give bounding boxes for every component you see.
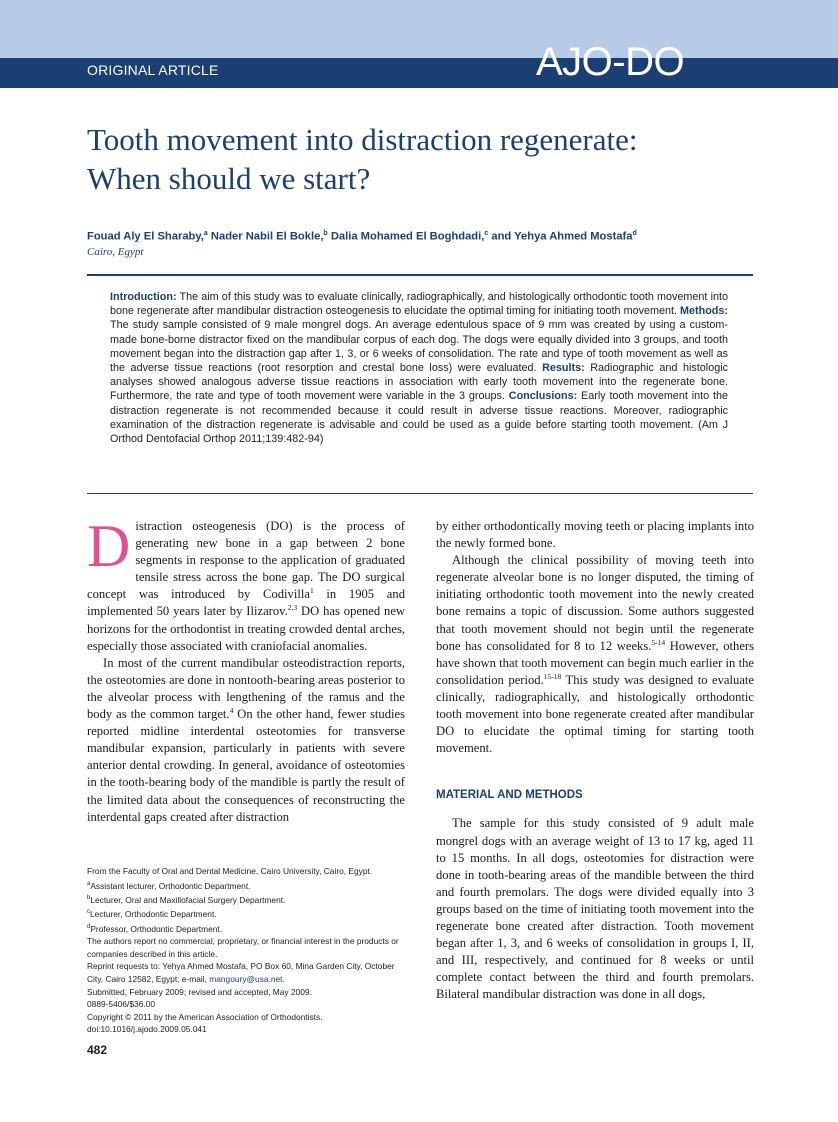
body-paragraph: The sample for this study consisted of 9 adult male mongrel dogs with an average weight of 13 to 17 kg, aged 11 to 15 months. In all dogs, osteotomies for distraction were done in tooth-bearing areas of the mandible between the third and fourth premolars. The dogs were divided equally into 3 groups based on the time of initiating tooth movement into the regenerate bone created after distraction. Tooth movement began after 1, 3, and 6 weeks of consolidation in groups I, II, and III, respectively, and continued for 8 weeks or until complete contact between the third and fourth premolars. Bilateral mandibular distraction was done in all dogs, bbox=[436, 816, 754, 1002]
section-heading-methods: MATERIAL AND METHODS bbox=[436, 789, 583, 802]
footnote-text: Lecturer, Orthodontic Department. bbox=[90, 909, 217, 920]
footnote-marker: c bbox=[87, 909, 90, 916]
paragraph-text: in 1905 and implemented 50 years later by Ilizarov. bbox=[87, 587, 405, 619]
abstract-methods-text: The study sample consisted of 9 male mongrel dogs. An average edentulous space of 9 mm was created by using a custom-made bone-borne distractor fixed on the mandibular corpus of each dog. The dogs were equally divided into 3 groups, and tooth movement began into the distraction gap after 1, 3, or 6 weeks of consolidation. The rate and type of tooth movement as well as the adverse tissue reactions (root resorption and crestal bone loss) were evaluated. bbox=[110, 319, 728, 375]
abstract-results-label: Results: bbox=[542, 362, 585, 375]
drop-cap: D bbox=[87, 513, 131, 579]
footnote-disclosure: The authors report no commercial, proprietary, or financial interest in the products or companies described in this article. bbox=[87, 936, 399, 959]
abstract-introduction-text: The aim of this study was to evaluate clinically, radiographically, and histologically orthodontic tooth movement into bone regenerate after mandibular distraction osteogenesis to elucidate the optimal timing for initiating tooth movement. bbox=[110, 291, 728, 318]
paragraph-text: In most of the current mandibular osteodistraction reports, the osteotomies are done in nontooth-bearing areas posterior to the alveolar process with lengthening of the ramus and the body as the common target. bbox=[87, 655, 405, 722]
footnote-c bbox=[87, 906, 407, 920]
citation: 1 bbox=[309, 586, 314, 596]
footnotes bbox=[87, 865, 407, 1036]
body-column-left bbox=[87, 513, 406, 826]
journal-logo: AJO-DO bbox=[536, 40, 685, 84]
author-affil-marker: d bbox=[632, 230, 637, 237]
page-number: 482 bbox=[87, 1043, 108, 1057]
footnote-a bbox=[87, 878, 407, 892]
footnote-text: Reprint requests to: Yehya Ahmed Mostafa, PO Box 60, Mina Garden City, October City, Cairo 12582, Egypt; e-mail, bbox=[87, 961, 395, 984]
paragraph-text: On the other hand, fewer studies reported midline interdental osteotomies for transverse mandibular expansion, particularly in patients with severe anterior dental crowding. In general, avoidance of osteotomies in the tooth-bearing body of the mandible is partly the result of the limited data about the consequences of reconstructing the interdental gaps created after distraction bbox=[87, 707, 405, 824]
footnote-submitted: Submitted, February 2009; revised and accepted, May 2009. bbox=[87, 986, 312, 997]
footnote-d bbox=[87, 921, 407, 935]
author-affil-marker: a bbox=[203, 230, 208, 237]
footnote-text: Lecturer, Oral and Maxillofacial Surgery Department. bbox=[90, 894, 286, 905]
title-line-1: Tooth movement into distraction regenerate: bbox=[87, 122, 638, 157]
author-list bbox=[87, 230, 787, 243]
paragraph-text: This study was designed to evaluate clinically, radiographically, and histologically orthodontic tooth movement into bone regenerate created after mandibular DO to elucidate the optimal timing for starting tooth movement. bbox=[436, 672, 754, 756]
author-name: Fouad Aly El Sharaby, bbox=[87, 230, 204, 243]
footnote-text: . bbox=[282, 973, 285, 984]
footnote-marker: a bbox=[87, 880, 91, 887]
divider-top bbox=[87, 274, 753, 276]
footnote-copyright: Copyright © 2011 by the American Association of Orthodontists. bbox=[87, 1011, 323, 1022]
section-label: ORIGINAL ARTICLE bbox=[87, 62, 219, 78]
author-affiliation: Cairo, Egypt bbox=[87, 246, 144, 258]
abstract-results-text: Radiographic and histologic analyses showed analogous adverse tissue reactions in association with early tooth movement into the regenerate bone. Furthermore, the rate and type of tooth movement were variable in the 3 groups. bbox=[110, 362, 728, 403]
abstract-methods-label: Methods: bbox=[680, 305, 728, 318]
body-paragraph: by either orthodontically moving teeth or placing implants into the newly formed bone. bbox=[436, 519, 754, 551]
title-line-2: When should we start? bbox=[87, 161, 371, 196]
abstract-conclusions-label: Conclusions: bbox=[508, 390, 578, 403]
paragraph-text: istraction osteogenesis (DO) is the process of generating new bone in a gap between 2 bone segments in response to the application of graduated tensile stress across the bone gap. The DO surgical concept was introduced by Codivilla bbox=[87, 519, 405, 602]
header-top-band bbox=[0, 0, 838, 58]
article-title bbox=[87, 120, 767, 198]
body-paragraph bbox=[87, 655, 405, 826]
footnote-reprint bbox=[87, 960, 407, 985]
footnote-text: Professor, Orthodontic Department. bbox=[90, 923, 223, 934]
body-paragraph bbox=[87, 513, 406, 655]
abstract-introduction-label: Introduction: bbox=[110, 291, 177, 303]
author-name: Nader Nabil El Bokle, bbox=[210, 230, 324, 243]
footnote-marker: b bbox=[87, 894, 91, 901]
citation: 4 bbox=[229, 705, 234, 715]
body-paragraph bbox=[436, 552, 754, 757]
divider-bottom bbox=[87, 493, 753, 494]
footnote-text: Assistant lecturer, Orthodontic Department. bbox=[90, 880, 251, 891]
paragraph-text: Although the clinical possibility of moving teeth into regenerate alveolar bone is no longer disputed, the timing of initiating orthodontic tooth movement into the newly created bone remains a topic of discussion. Some authors suggested that tooth movement should not begin until the regenerate bone has consolidated for 8 to 12 weeks. bbox=[436, 553, 754, 653]
abstract-conclusions-text: Early tooth movement into the distraction regenerate is not recommended because it could result in adverse tissue reactions. Moreover, radiographic examination of the distraction regenerate is advisable and could be used as a guide before starting tooth movement. (Am J Orthod Dentofacial Orthop 2011;139:482-94) bbox=[110, 390, 728, 446]
citation: 5-14 bbox=[651, 637, 666, 647]
email-link[interactable]: mangoury@usa.net bbox=[209, 973, 283, 984]
author-name: Dalia Mohamed El Boghdadi, bbox=[330, 230, 485, 243]
citation: 2,3 bbox=[287, 603, 298, 613]
body-column-right bbox=[436, 518, 754, 1003]
footnote-doi: doi:10.1016/j.ajodo.2009.05.041 bbox=[87, 1024, 207, 1035]
footnote-b bbox=[87, 892, 407, 906]
footnote-issn: 0889-5406/$36.00 bbox=[87, 999, 155, 1010]
citation: 15-18 bbox=[543, 671, 562, 681]
paragraph-text: However, others have shown that tooth movement can begin much earlier in the consolidation period. bbox=[436, 638, 754, 687]
footnote-marker: d bbox=[87, 923, 91, 930]
author-name: and Yehya Ahmed Mostafa bbox=[491, 230, 633, 243]
author-affil-marker: b bbox=[323, 230, 328, 237]
abstract bbox=[110, 290, 728, 446]
paragraph-text: DO has opened new horizons for the orthodontist in treating crowded dental arches, especially those associated with craniofacial anomalies. bbox=[87, 604, 406, 653]
author-affil-marker: c bbox=[484, 230, 489, 237]
footnote-from: From the Faculty of Oral and Dental Medicine, Cairo University, Cairo, Egypt. bbox=[87, 866, 373, 876]
